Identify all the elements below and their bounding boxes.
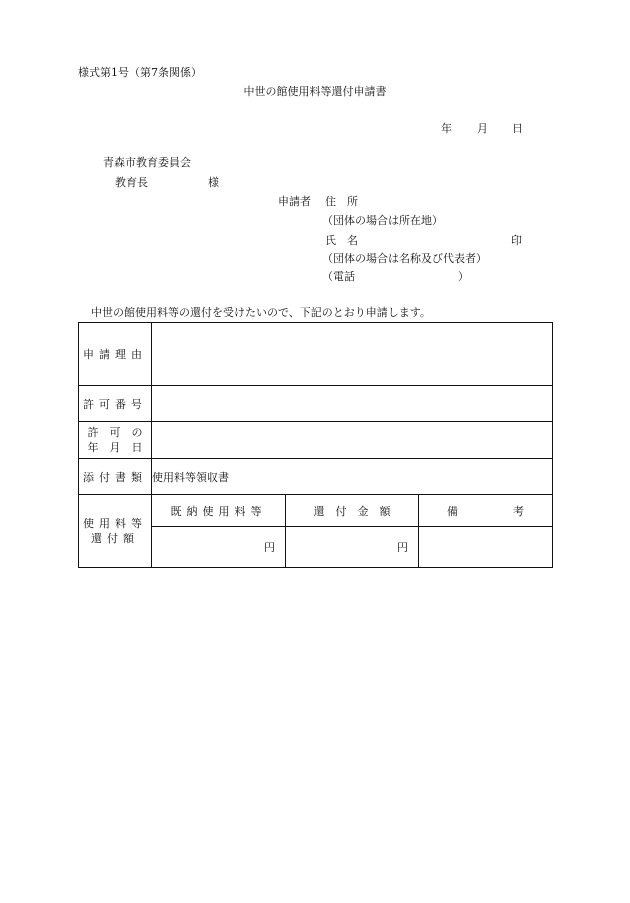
permit-date-field[interactable] [152, 422, 553, 459]
refund-amount-header: 還 付 金 額 [286, 495, 419, 527]
permit-date-label-line2: 年 月 日 [87, 441, 143, 454]
paid-fee-field[interactable]: 円 [152, 527, 286, 568]
phone-label: （電話 [322, 270, 355, 283]
fee-label [79, 495, 152, 568]
permit-date-label-line1: 許 可 の [87, 426, 143, 439]
address-label: 住 所 [325, 195, 358, 208]
remarks-header: 備 考 [419, 495, 553, 527]
date-day-label: 日 [512, 122, 523, 135]
paid-fee-header: 既納使用料等 [152, 495, 286, 527]
permit-date-row [79, 422, 553, 459]
remarks-field[interactable] [419, 527, 553, 568]
addressee-org: 青森市教育委員会 [103, 156, 191, 169]
applicant-label: 申請者 [278, 195, 311, 208]
permit-date-label [79, 422, 152, 459]
refund-amount-field[interactable]: 円 [286, 527, 419, 568]
addressee-chief: 教育長 [115, 176, 148, 189]
document-title: 中世の館使用料等還付申請書 [243, 85, 387, 98]
reason-label: 申請理由 [79, 323, 152, 386]
attachment-label: 添付書類 [79, 459, 152, 495]
fee-label-line2: 還付額 [91, 532, 139, 545]
addressee-honorific: 様 [208, 176, 219, 189]
attachment-value: 使用料等領収書 [152, 459, 553, 495]
permit-number-field[interactable] [152, 386, 553, 422]
attachment-row [79, 459, 553, 495]
org-rep-note: （団体の場合は名称及び代表者） [322, 252, 487, 265]
fee-header-row [79, 495, 553, 527]
phone-close: ） [458, 270, 469, 283]
seal-mark: 印 [511, 234, 522, 247]
org-address-note: （団体の場合は所在地） [322, 214, 443, 227]
application-table [78, 322, 553, 568]
permit-number-row [79, 386, 553, 422]
reason-field[interactable] [152, 323, 553, 386]
intro-text: 中世の館使用料等の還付を受けたいので、下記のとおり申請します。 [91, 306, 431, 319]
reason-row [79, 323, 553, 386]
form-number: 様式第1号（第7条関係） [78, 66, 202, 79]
date-year-label: 年 [441, 122, 452, 135]
permit-number-label: 許可番号 [79, 386, 152, 422]
name-label: 氏 名 [325, 234, 358, 247]
fee-label-line1: 使用料等 [83, 517, 147, 530]
date-month-label: 月 [477, 122, 488, 135]
